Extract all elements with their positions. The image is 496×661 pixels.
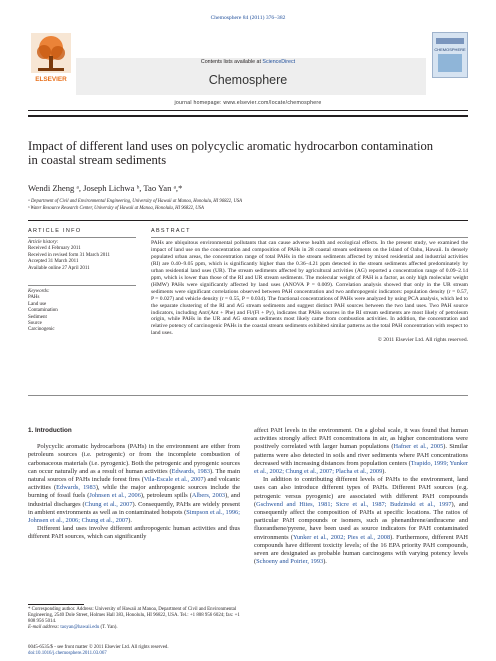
email-label: E-mail address: <box>28 625 61 630</box>
footnote-rule <box>28 604 84 605</box>
abstract-heading: ABSTRACT <box>151 228 191 234</box>
keyword: Source <box>28 321 42 327</box>
history-item: Received in revised form 31 March 2011 <box>28 252 111 258</box>
paper-title-line: Impact of different land uses on polycyclic aromatic hydrocarbon contamination <box>28 139 434 153</box>
article-history <box>28 240 136 272</box>
affiliation-a: ᵃ Department of Civil and Environmental Engineering, University of Hawaii at Manoa, Honolulu, HI 96822, USA <box>28 199 243 204</box>
affiliation-b: ᵇ Water Resource Research Center, University of Hawaii at Manoa, Honolulu, HI 96822, USA <box>28 205 204 211</box>
issn-block <box>28 645 169 657</box>
right-column <box>254 427 468 566</box>
info-divider <box>28 285 136 286</box>
journal-cover-thumbnail[interactable] <box>432 32 468 78</box>
citation-link[interactable]: Johnsen et al., 2006 <box>89 492 141 500</box>
paragraph: Different land uses involve different anthropogenic human activities and thus different PAH sources, which can significantly <box>28 525 240 541</box>
section-rule <box>28 220 468 221</box>
paragraph: In addition to contributing different levels of PAHs to the environment, land uses can also introduce different types of PAHs. Different PAH sources (e.g. petrogenic versus pyrogenic) are associated with different PAH compounds (Gschwend and Hites, 1981; Sicre et al., 1987; Budzinski et al., 1997), and consequently affect the composition of PAHs at specific locations. The ratios of particular PAH compounds or isomers, such as phenanthrene/anthracene and fluoranthene/pyrene, have been used as source indicators for PAH contaminated environments (Yunker et al., 2002; Pies et al., 2008). Furthermore, different PAH compounds have different toxicity levels; of the 16 EPA priority PAH compounds, seven are designated as probable human carcinogens with varying potency levels (Schoeny and Poirier, 1993). <box>254 476 468 566</box>
citation-link[interactable]: Yunker et al., 2002; Pies et al., 2008 <box>293 533 391 541</box>
info-divider <box>28 237 136 238</box>
paragraph: Polycyclic aromatic hydrocarbons (PAHs) in the environment are either from petroleum sources (i.e. petrogenic) or from the incomplete combustion of carbonaceous materials (i.e. pyrogenic). Both the petrogenic and pyrogenic sources can occur naturally and as a result of human activities (Edwards, 1983). The main natural sources of PAHs include forest fires (Vila-Escale et al., 2007) and volcanic activities (Edwards, 1983), while the major anthropogenic sources include the burning of fossil fuels (Johnsen et al., 2006), petroleum spills (Albers, 2003), and industrial discharges (Chung et al., 2007). Consequently, PAHs are widely present in ambient environments as well as in contaminated hotspots (Simpson et al., 1996; Johnsen et al., 2006; Chung et al., 2007). <box>28 443 241 525</box>
citation-link[interactable]: Albers, 2003 <box>191 492 226 500</box>
paper-title <box>28 139 468 168</box>
abstract-bottom-divider <box>28 395 468 396</box>
citation-link[interactable]: Edwards, 1983 <box>56 484 96 492</box>
history-label: Article history: <box>28 240 59 245</box>
paper-title-line: in coastal stream sediments <box>28 153 167 168</box>
citation-link[interactable]: Schoeny and Poirier, 1993 <box>256 558 324 566</box>
affiliations <box>28 199 468 212</box>
doi-link[interactable]: doi:10.1016/j.chemosphere.2011.03.067 <box>28 651 107 656</box>
keyword: Land use <box>28 301 47 307</box>
history-item: Accepted 31 March 2011 <box>28 259 79 265</box>
keywords-label: Keywords: <box>28 289 50 294</box>
keywords <box>28 289 136 334</box>
issn-line: 0045-6535/$ - see front matter © 2011 Elsevier Ltd. All rights reserved. <box>28 645 169 650</box>
contents-line <box>0 59 496 65</box>
publisher-logo-text: ELSEVIER <box>35 76 67 83</box>
corresponding-author-footnote <box>28 607 240 631</box>
article-info-heading: ARTICLE INFO <box>28 228 82 234</box>
header-rule <box>28 110 468 111</box>
history-item: Available online 27 April 2011 <box>28 265 90 271</box>
history-item: Received 4 February 2011 <box>28 246 81 252</box>
abstract-divider <box>151 237 468 238</box>
citation-link[interactable]: Vila-Escale et al., 2007 <box>143 476 204 484</box>
contents-prefix: Contents lists available at <box>200 59 263 65</box>
copyright-notice: © 2011 Elsevier Ltd. All rights reserved. <box>377 337 468 344</box>
citation-link[interactable]: Hafner et al., 2005 <box>393 443 444 451</box>
abstract-text: PAHs are ubiquitous environmental pollutants that can cause adverse health and ecological effects. In the present study, we examined the impact of land use on the concentration and composition of PAHs in 28 coastal stream sediments on the Island of Oahu, Hawaii. In densely populated urban areas, the concentration range of total PAHs in the stream sediments affected by mixed residential and industrial activities (RI) are 0.40–9.05 ppm, which is significantly higher than the 0.36–4.21 ppm detected in the stream sediments affected predominately by urban residential land uses (UR). The stream sediments affected by agricultural activities (AG) reported a concentration range of 0.09–2.14 ppm, which is lower than those of the RI and UR stream sediments. The molecular weight of PAH is a factor, as only high molecular weight (HMW) PAHs were significantly affected by land uses (ANOVA P = 0.009). Correlation analysis showed that only in the UR stream sediments were significant correlations observed between PAH concentration and two anthropogenic indicators: population density (r = 0.57, P = 0.027) and vehicle density (r = 0.55, P = 0.034). The fractional concentrations of PAHs were analyzed by using PCA analysis, which led to the separate clustering of the RI and AG stream sediments and suggest distinct PAH sources between the two land uses. Two PAH source indicators, including Ant/(Ant + Phe) and Fl/(Fl + Py), indicates that PAHs sources in the RI stream sediments are most likely of petroleum origin, while PAHs in the UR and AG stream sediments most likely came from combustion activities. In addition, the concentration and relative potency of carcinogenic PAHs in the coastal stream sediments exhibited similar patterns as the total PAH concentration with respect to land uses. <box>151 240 468 337</box>
keyword: Carcinogenic <box>28 327 55 333</box>
author-list[interactable]: Wendi Zheng ᵃ, Joseph Lichwa ᵇ, Tao Yan ᵃ,* <box>28 183 183 193</box>
keyword: Sediment <box>28 314 47 320</box>
abstract-body <box>151 240 468 344</box>
sciencedirect-link[interactable]: ScienceDirect <box>262 59 296 65</box>
header-rule-thick <box>28 115 468 117</box>
journal-homepage[interactable]: journal homepage: www.elsevier.com/locate/chemosphere <box>174 100 322 106</box>
citation-link[interactable]: Chung et al., 2007 <box>84 500 133 508</box>
left-column <box>28 427 240 542</box>
corresponding-address: * Corresponding author. Address: University of Hawaii at Manoa, Department of Civil and Environmental Engineering, 2540 Dole Street, Holmes Hall 383, Honolulu, HI 96822, USA. Tel.: +1 808 956 6024; fax: +1 808 956 5014. <box>28 607 240 624</box>
journal-reference[interactable]: Chemosphere 84 (2011) 376–382 <box>210 15 286 21</box>
section-heading: 1. Introduction <box>28 427 72 434</box>
cover-label: CHEMOSPHERE <box>434 47 466 52</box>
keyword: Contamination <box>28 308 58 314</box>
cover-strip <box>436 38 464 44</box>
citation-link[interactable]: Gschwend and Hites, 1981; Sicre et al., 1987; Budzinski et al., 1997 <box>256 500 452 508</box>
citation-link[interactable]: Trapido, 1999; Yunker et al., 2002; Chung et al., 2007; Placha et al., 2009 <box>254 459 469 476</box>
email-link[interactable]: taoyan@hawaii.edu <box>60 625 100 630</box>
keyword: PAHs <box>28 295 40 301</box>
citation-link[interactable]: Simpson et al., 1996; Johnsen et al., 2006; Chung et al., 2007 <box>28 508 240 525</box>
citation-link[interactable]: Edwards, 1983 <box>171 467 211 475</box>
journal-title: Chemosphere <box>208 73 288 87</box>
email-line: E-mail address: taoyan@hawaii.edu (T. Yan). <box>28 625 118 630</box>
paragraph: affect PAH levels in the environment. On a global scale, it was found that human activities strongly affect PAH concentrations in air, as higher concentrations were positively correlated with larger human populations (Hafner et al., 2005). Similar patterns were also detected in soils and river sediments where PAH concentrations decreased with increasing distances from population centers (Trapido, 1999; Yunker et al., 2002; Chung et al., 2007; Placha et al., 2009). <box>254 427 469 476</box>
